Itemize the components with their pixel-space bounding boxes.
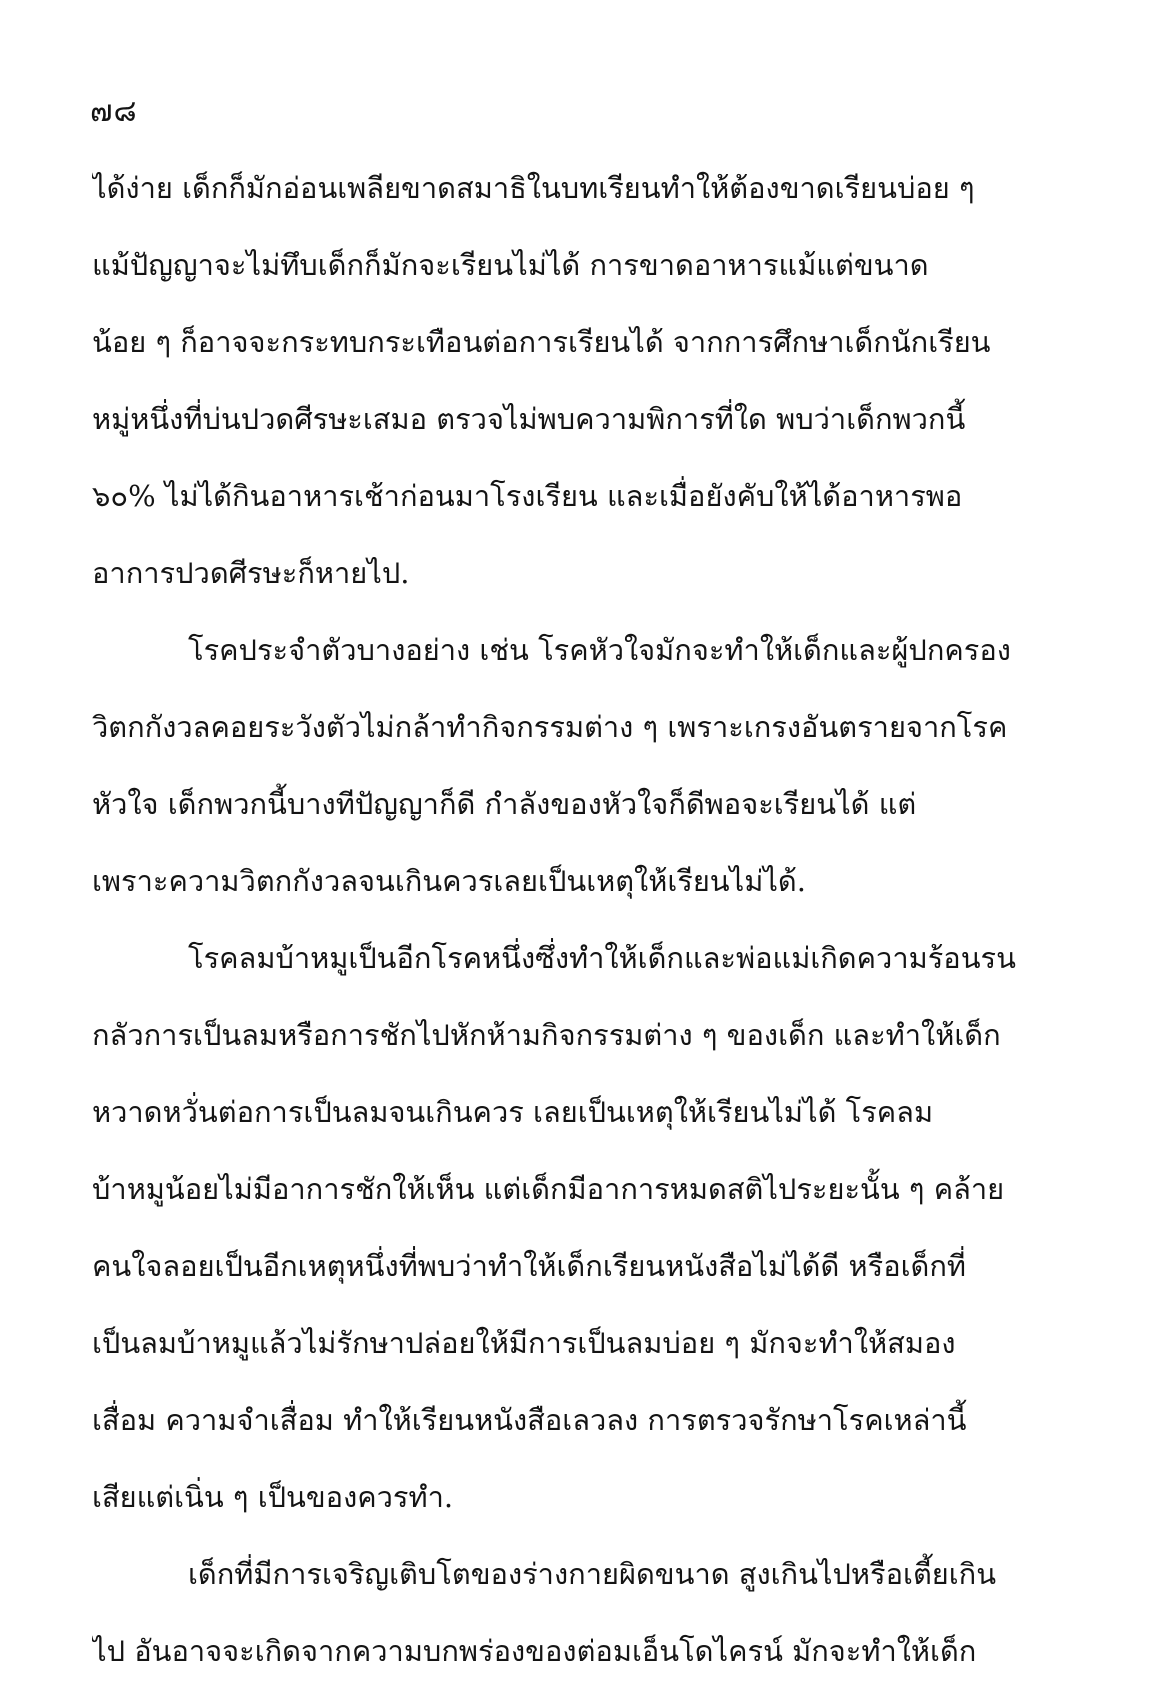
paragraph-first-line: โรคประจำตัวบางอย่าง เช่น โรคหัวใจมักจะทำให้เด็กและผู้ปกครอง <box>188 633 1011 667</box>
text-line: เป็นลมบ้าหมูแล้วไม่รักษาปล่อยให้มีการเป็นลมบ่อย ๆ มักจะทำให้สมอง <box>92 1326 956 1360</box>
text-line: หวาดหวั่นต่อการเป็นลมจนเกินควร เลยเป็นเหตุให้เรียนไม่ได้ โรคลม <box>92 1095 934 1129</box>
text-line: แม้ปัญญาจะไม่ทึบเด็กก็มักจะเรียนไม่ได้ การขาดอาหารแม้แต่ขนาด <box>92 248 929 282</box>
text-line: คนใจลอยเป็นอีกเหตุหนึ่งที่พบว่าทำให้เด็กเรียนหนังสือไม่ได้ดี หรือเด็กที่ <box>92 1249 967 1283</box>
paragraph-first-line: เด็กที่มีการเจริญเติบโตของร่างกายผิดขนาด สูงเกินไปหรือเตี้ยเกิน <box>188 1557 997 1591</box>
text-line: อาการปวดศีรษะก็หายไป. <box>92 556 410 590</box>
text-line: ได้ง่าย เด็กก็มักอ่อนเพลียขาดสมาธิในบทเรียนทำให้ต้องขาดเรียนบ่อย ๆ <box>92 171 975 205</box>
text-line: เพราะความวิตกกังวลจนเกินควรเลยเป็นเหตุให้เรียนไม่ได้. <box>92 864 806 898</box>
text-line: หัวใจ เด็กพวกนี้บางทีปัญญาก็ดี กำลังของหัวใจก็ดีพอจะเรียนได้ แต่ <box>92 787 917 821</box>
text-line: ไป อันอาจจะเกิดจากความบกพร่องของต่อมเอ็นโดไครน์ มักจะทำให้เด็ก <box>92 1634 977 1668</box>
text-line: ๖๐% ไม่ได้กินอาหารเช้าก่อนมาโรงเรียน และเมื่อยังคับให้ได้อาหารพอ <box>92 479 963 513</box>
text-line: วิตกกังวลคอยระวังตัวไม่กล้าทำกิจกรรมต่าง ๆ เพราะเกรงอันตรายจากโรค <box>92 710 1008 744</box>
text-line: น้อย ๆ ก็อาจจะกระทบกระเทือนต่อการเรียนได้ จากการศึกษาเด็กนักเรียน <box>92 325 991 359</box>
text-line: เสียแต่เนิ่น ๆ เป็นของควรทำ. <box>92 1480 454 1514</box>
body-text <box>92 150 1060 1690</box>
text-line: บ้าหมูน้อยไม่มีอาการชักให้เห็น แต่เด็กมีอาการหมดสติไประยะนั้น ๆ คล้าย <box>92 1172 1005 1206</box>
text-line: เสื่อม ความจำเสื่อม ทำให้เรียนหนังสือเลวลง การตรวจรักษาโรคเหล่านี้ <box>92 1403 967 1437</box>
page-number: ๗๘ <box>90 94 138 129</box>
text-line: กลัวการเป็นลมหรือการชักไปหักห้ามกิจกรรมต่าง ๆ ของเด็ก และทำให้เด็ก <box>92 1018 1001 1052</box>
paragraph-first-line: โรคลมบ้าหมูเป็นอีกโรคหนึ่งซึ่งทำให้เด็กและพ่อแม่เกิดความร้อนรน <box>188 941 1016 975</box>
text-line: หมู่หนึ่งที่บ่นปวดศีรษะเสมอ ตรวจไม่พบความพิการที่ใด พบว่าเด็กพวกนี้ <box>92 402 966 436</box>
